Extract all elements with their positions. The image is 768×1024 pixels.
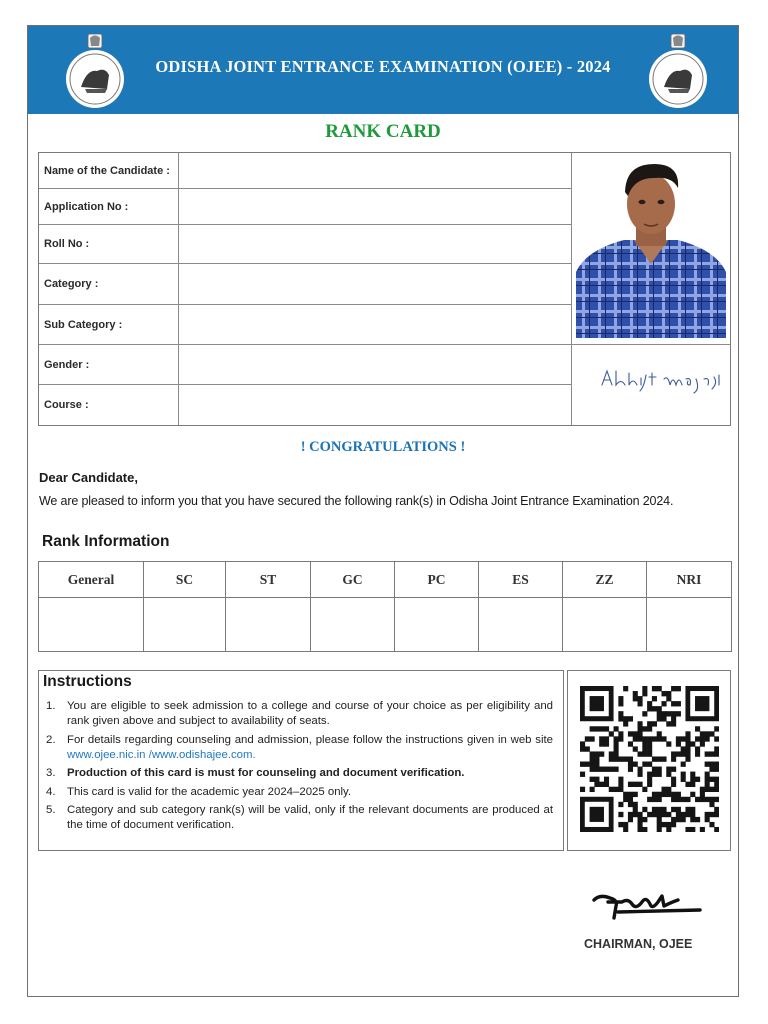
chairman-title: CHAIRMAN, OJEE bbox=[584, 937, 693, 951]
rank-value-es bbox=[479, 598, 563, 652]
detail-row-roll bbox=[39, 225, 571, 264]
rank-value-zz bbox=[563, 598, 647, 652]
detail-value bbox=[179, 305, 571, 344]
congratulations-text: ! CONGRATULATIONS ! bbox=[300, 439, 466, 455]
rank-col-general: General bbox=[39, 562, 144, 598]
candidate-details-table bbox=[38, 152, 731, 426]
rank-col-gc: GC bbox=[311, 562, 395, 598]
rank-value-nri bbox=[647, 598, 732, 652]
rank-message: We are pleased to inform you that you have secured the following rank(s) in Odisha Joint Entrance Examination 2024. bbox=[39, 494, 674, 508]
instructions-heading: Instructions bbox=[43, 673, 132, 690]
instruction-item bbox=[39, 766, 563, 781]
rank-value-sc bbox=[144, 598, 226, 652]
detail-label: Gender : bbox=[39, 345, 179, 384]
instruction-text: This card is valid for the academic year 2024–2025 only. bbox=[67, 785, 352, 798]
rank-col-es: ES bbox=[479, 562, 563, 598]
rank-col-sc: SC bbox=[144, 562, 226, 598]
instructions-box bbox=[38, 670, 564, 851]
instructions-list bbox=[39, 699, 563, 837]
detail-label: Roll No : bbox=[39, 225, 179, 263]
rank-header-row bbox=[39, 562, 732, 598]
instruction-number: 3. bbox=[46, 767, 56, 779]
detail-row-course bbox=[39, 385, 571, 425]
detail-value bbox=[179, 345, 571, 384]
instruction-number: 2. bbox=[46, 733, 56, 746]
instruction-text: For details regarding counseling and admission, please follow the instructions given in web site bbox=[67, 733, 553, 746]
rank-value-gc bbox=[311, 598, 395, 652]
rank-value-row bbox=[39, 598, 732, 652]
qr-cell bbox=[567, 670, 731, 851]
detail-label: Application No : bbox=[39, 189, 179, 224]
instruction-text: You are eligible to seek admission to a college and course of your choice as per eligibility and rank given above and subject to availability of seats. bbox=[67, 700, 553, 727]
odisha-emblem-icon bbox=[644, 31, 712, 109]
rank-value-pc bbox=[395, 598, 479, 652]
detail-value bbox=[179, 189, 571, 224]
header-banner bbox=[28, 26, 738, 114]
instruction-item bbox=[39, 699, 563, 729]
rank-col-zz: ZZ bbox=[563, 562, 647, 598]
rank-card bbox=[27, 25, 739, 997]
detail-row-sub-category bbox=[39, 305, 571, 345]
instruction-item bbox=[39, 785, 563, 800]
detail-label: Sub Category : bbox=[39, 305, 179, 344]
photo-cell bbox=[571, 153, 730, 345]
detail-label: Course : bbox=[39, 385, 179, 425]
instruction-number: 1. bbox=[46, 700, 56, 712]
rank-col-st: ST bbox=[226, 562, 311, 598]
rank-info-heading: Rank Information bbox=[42, 533, 170, 550]
rank-col-pc: PC bbox=[395, 562, 479, 598]
signature-cell bbox=[571, 345, 730, 425]
website-link[interactable]: www.ojee.nic.in /www.odishajee.com. bbox=[67, 748, 256, 761]
detail-value bbox=[179, 264, 571, 304]
candidate-photo bbox=[576, 160, 726, 338]
detail-row-application bbox=[39, 189, 571, 225]
detail-value bbox=[179, 385, 571, 425]
detail-label: Name of the Candidate : bbox=[39, 153, 179, 188]
rank-col-nri: NRI bbox=[647, 562, 732, 598]
detail-value bbox=[179, 153, 571, 188]
detail-label: Category : bbox=[39, 264, 179, 304]
rank-value-st bbox=[226, 598, 311, 652]
salutation: Dear Candidate, bbox=[39, 470, 138, 485]
qr-code-icon bbox=[580, 686, 719, 832]
chairman-signature bbox=[588, 888, 706, 924]
detail-value bbox=[179, 225, 571, 263]
rank-value-general bbox=[39, 598, 144, 652]
instruction-number: 4. bbox=[46, 785, 56, 798]
card-title: RANK CARD bbox=[325, 121, 441, 142]
instruction-item bbox=[39, 803, 563, 833]
instruction-text: Category and sub category rank(s) will be valid, only if the relevant documents are produced at the time of document verification. bbox=[67, 804, 553, 831]
instruction-number: 5. bbox=[46, 804, 56, 816]
header-title: ODISHA JOINT ENTRANCE EXAMINATION (OJEE) - 2024 bbox=[155, 57, 611, 76]
candidate-signature bbox=[572, 345, 731, 425]
detail-row-name bbox=[39, 153, 571, 189]
detail-row-category bbox=[39, 264, 571, 305]
detail-row-gender bbox=[39, 345, 571, 385]
rank-table bbox=[38, 561, 732, 652]
instruction-item bbox=[39, 733, 563, 763]
instruction-text: Production of this card is must for counseling and document verification. bbox=[67, 767, 465, 779]
